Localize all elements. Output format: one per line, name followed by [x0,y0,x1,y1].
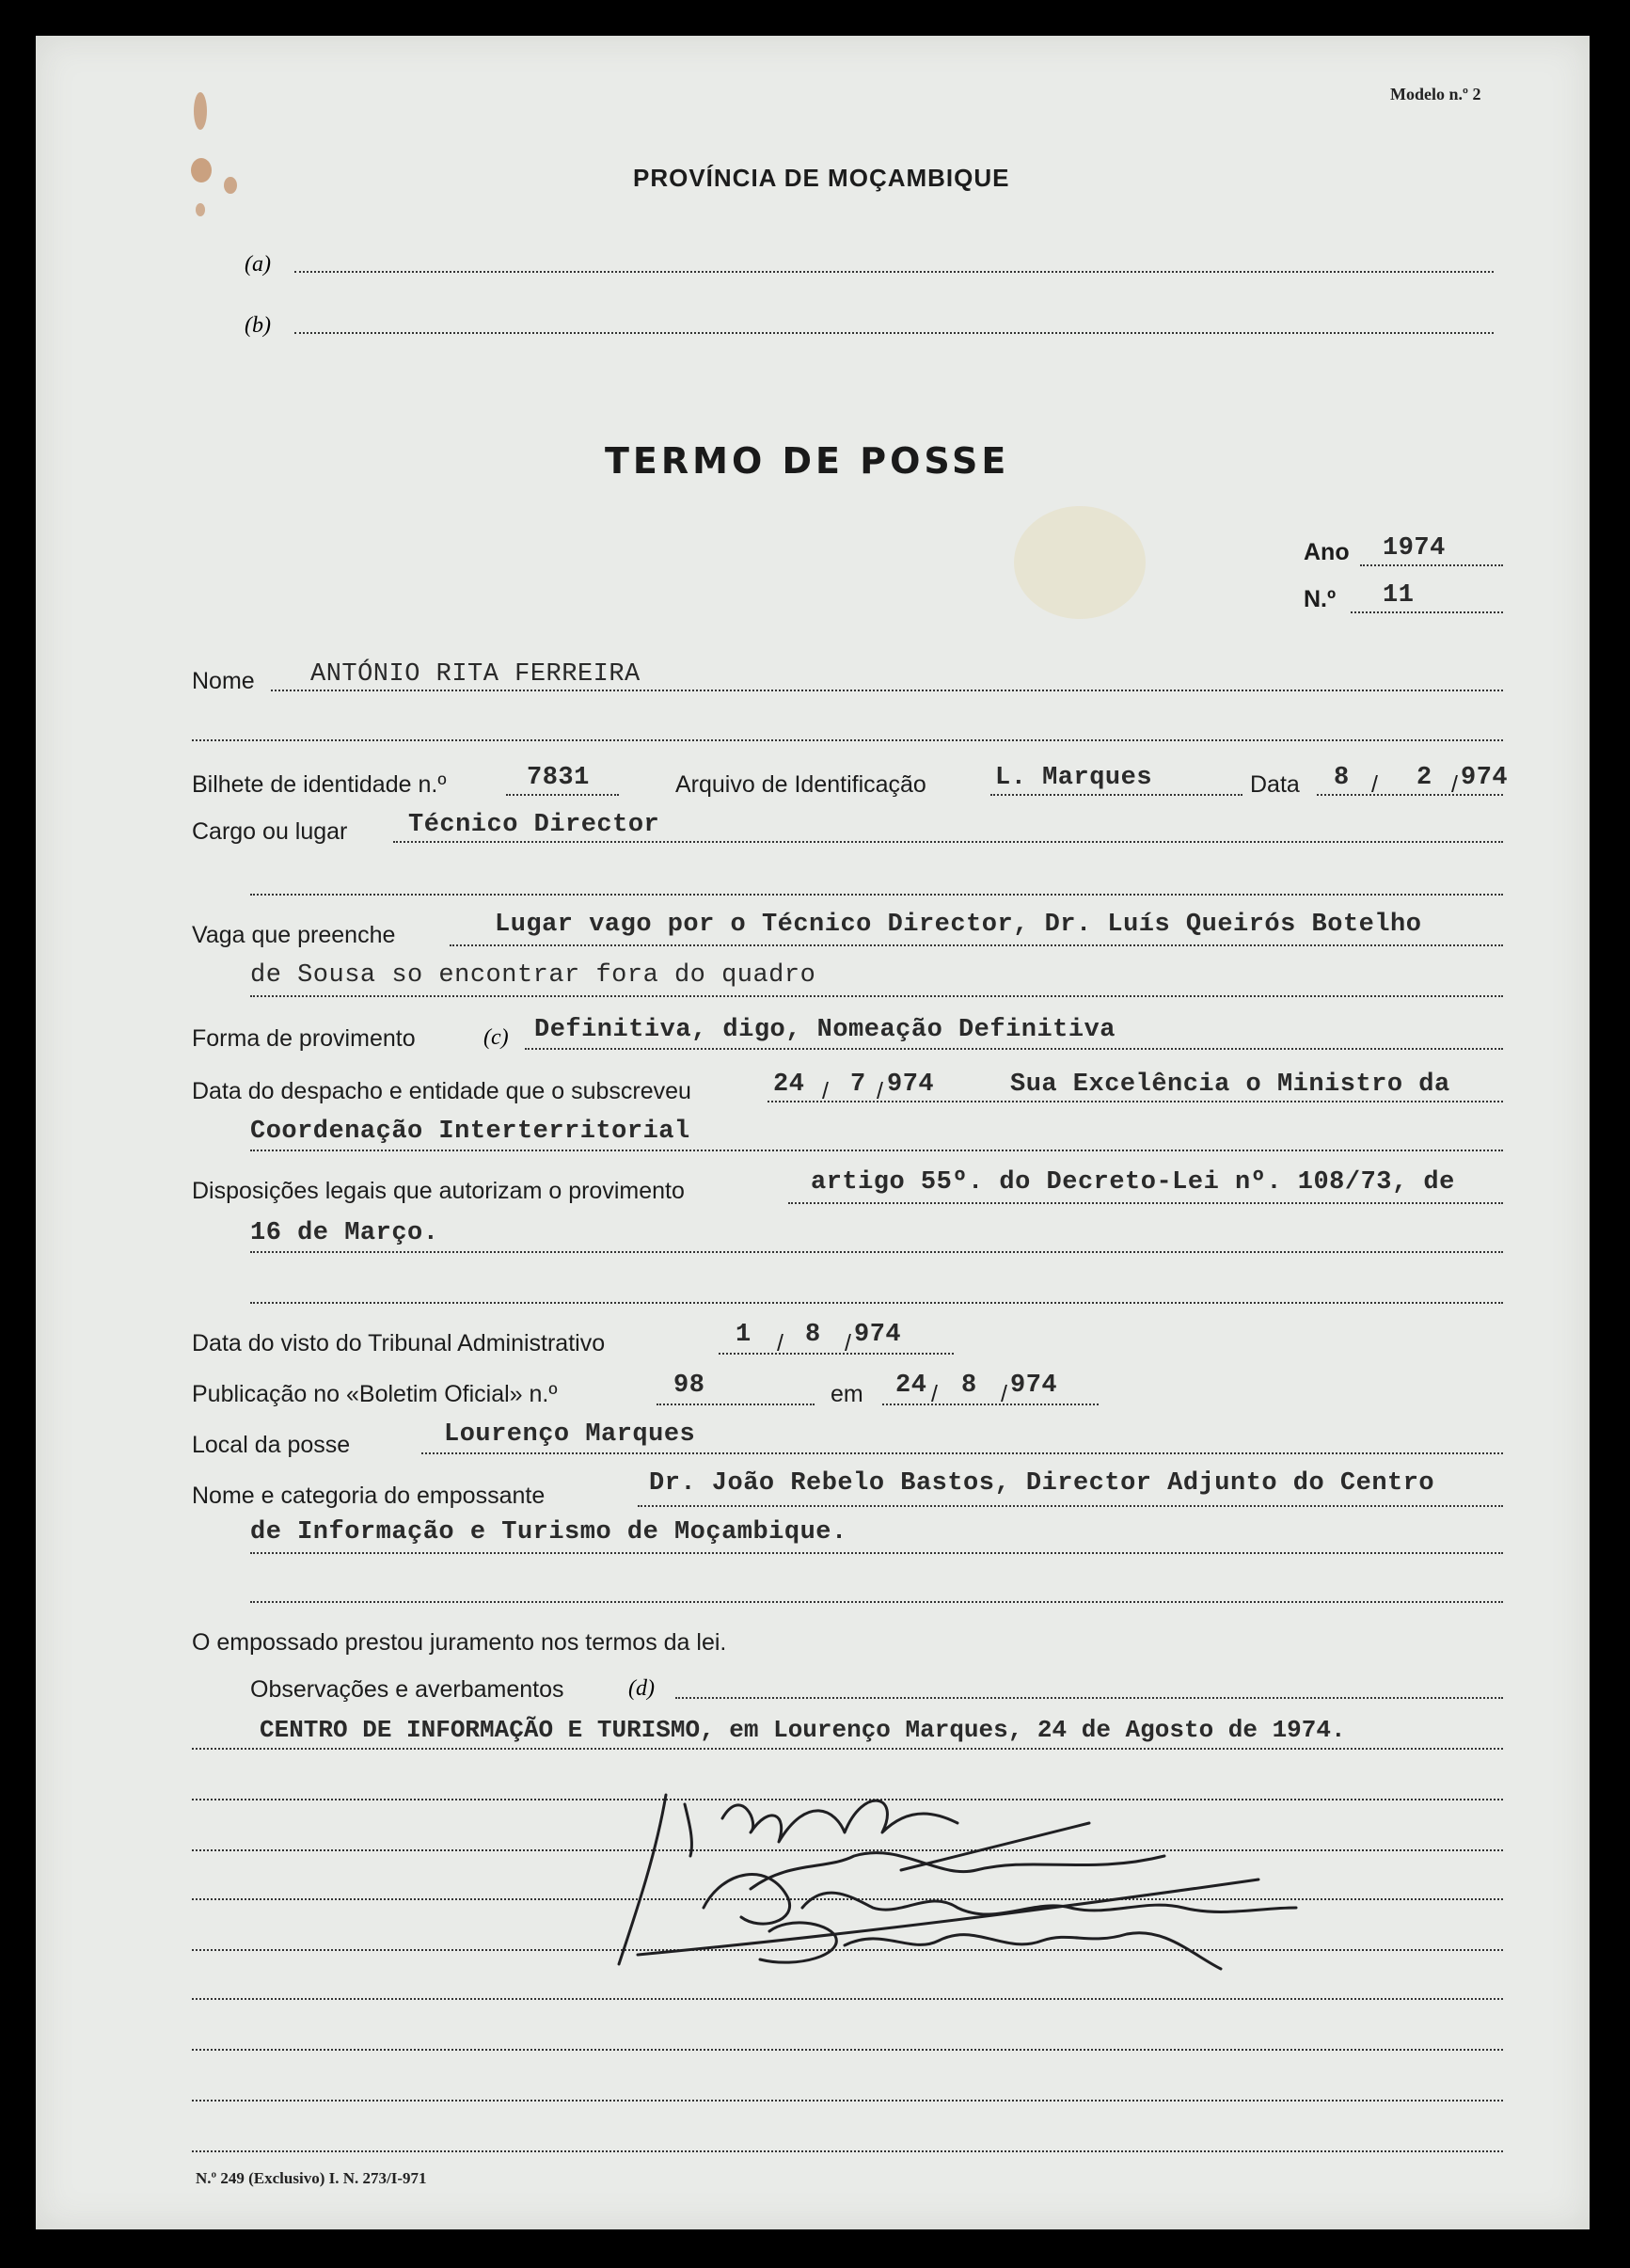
data-bi-year: 974 [1461,764,1509,792]
signature-stroke [722,1800,957,1842]
blank-line [192,2049,1503,2051]
publicacao-value: 98 [673,1372,705,1400]
cargo-dots [393,841,1503,843]
bilhete-value: 7831 [527,764,590,792]
slash: / [1451,771,1458,798]
visto-month: 8 [805,1321,821,1349]
signature-stroke [901,1823,1089,1870]
bilhete-dots [506,794,619,796]
rust-stain [224,177,237,194]
numero-dots [1351,611,1503,613]
despacho-month: 7 [850,1071,866,1099]
line-a-dots [294,271,1494,273]
paper-stain [1014,506,1146,619]
disposicoes-dots-3 [250,1302,1503,1304]
signature-stroke [845,1933,1221,1969]
line-a-label: (a) [245,252,271,277]
ano-value: 1974 [1383,534,1446,563]
line-b-dots [294,332,1494,334]
vaga-dots [450,944,1503,946]
local-dots [421,1452,1503,1454]
slash: / [822,1078,829,1104]
publicacao-day: 24 [895,1372,927,1400]
visto-day: 1 [736,1321,752,1349]
forma-dots [525,1048,1503,1050]
data-bi-label: Data [1250,771,1300,798]
publicacao-dots [657,1404,815,1405]
data-bi-month: 2 [1416,764,1432,792]
slash: / [877,1078,883,1104]
despacho-label: Data do despacho e entidade que o subscreveu [192,1078,691,1104]
blank-line [192,2100,1503,2101]
vaga-dots-2 [250,995,1503,997]
local-value: Lourenço Marques [444,1420,696,1449]
cargo-value: Técnico Director [408,811,660,839]
signature-stroke [619,1795,666,1964]
observacoes-line1: CENTRO DE INFORMAÇÃO E TURISMO, em Lourenço Marques, 24 de Agosto de 1974. [260,1716,1346,1744]
empossante-label: Nome e categoria do empossante [192,1483,546,1509]
despacho-line2: Coordenação Interterritorial [250,1118,690,1146]
slash: / [1001,1381,1007,1407]
nome-dots-2 [192,739,1503,741]
ano-dots [1360,564,1503,566]
slash: / [845,1330,851,1356]
line-b-label: (b) [245,313,271,338]
slash: / [777,1330,783,1356]
disposicoes-line2: 16 de Março. [250,1219,439,1247]
arquivo-value: L. Marques [995,764,1153,792]
publicacao-date-dots [882,1404,1099,1405]
observacoes-label: Observações e averbamentos [250,1676,564,1703]
numero-label: N.º [1304,586,1337,612]
signature-stroke [685,1804,691,1856]
cargo-dots-2 [250,894,1503,896]
empossante-line1: Dr. João Rebelo Bastos, Director Adjunto do Centro [649,1469,1435,1498]
arquivo-dots [990,794,1242,796]
empossante-dots-2 [250,1552,1503,1554]
signature-stroke [802,1893,1296,1914]
observacoes-ref: (d) [628,1676,655,1701]
empossante-dots-3 [250,1601,1503,1603]
nome-value: ANTÓNIO RITA FERREIRA [310,660,641,689]
disposicoes-dots-2 [250,1251,1503,1253]
forma-value: Definitiva, digo, Nomeação Definitiva [534,1016,1116,1044]
signature-stroke [638,1879,1258,1955]
juramento-text: O empossado prestou juramento nos termos da lei. [192,1629,727,1656]
despacho-year: 974 [887,1071,935,1099]
despacho-day: 24 [773,1071,805,1099]
arquivo-label: Arquivo de Identificação [675,771,926,798]
signature-stroke [704,1875,790,1925]
document-title: TERMO DE POSSE [605,440,1010,482]
vaga-label: Vaga que preenche [192,922,396,948]
despacho-dots [768,1101,1503,1102]
rust-stain [191,158,212,182]
visto-year: 974 [854,1321,902,1349]
vaga-line1: Lugar vago por o Técnico Director, Dr. Luís Queirós Botelho [495,911,1422,939]
modelo-label: Modelo n.º 2 [1390,85,1481,103]
cargo-label: Cargo ou lugar [192,818,348,845]
signature-stroke [751,1853,1164,1889]
observacoes-dots-2 [192,1748,1503,1750]
data-bi-dots [1317,794,1503,796]
disposicoes-dots [788,1202,1503,1204]
rust-stain [194,92,207,130]
local-label: Local da posse [192,1432,351,1458]
publicacao-em-label: em [831,1381,863,1407]
despacho-dots-2 [250,1150,1503,1151]
vaga-line2: de Sousa so encontrar fora do quadro [250,961,816,990]
publicacao-year: 974 [1010,1372,1058,1400]
forma-label: Forma de provimento [192,1025,416,1052]
rust-stain [196,203,205,216]
numero-value: 11 [1383,581,1415,610]
empossante-dots [638,1505,1503,1507]
empossante-line2: de Informação e Turismo de Moçambique. [250,1518,847,1546]
publicacao-month: 8 [961,1372,977,1400]
slash: / [1371,771,1378,798]
despacho-line1: Sua Excelência o Ministro da [1010,1071,1450,1099]
bilhete-label: Bilhete de identidade n.º [192,771,447,798]
nome-dots [271,690,1503,691]
disposicoes-label: Disposições legais que autorizam o provimento [192,1178,685,1204]
disposicoes-line1: artigo 55º. do Decreto-Lei nº. 108/73, de [811,1168,1455,1197]
blank-line [192,2150,1503,2152]
visto-dots [719,1353,954,1355]
data-bi-day: 8 [1334,764,1350,792]
ano-label: Ano [1304,539,1350,565]
publicacao-label: Publicação no «Boletim Oficial» n.º [192,1381,558,1407]
observacoes-dots [675,1697,1503,1699]
visto-label: Data do visto do Tribunal Administrativo [192,1330,606,1356]
forma-ref: (c) [483,1025,509,1050]
handwritten-signatures [600,1767,1334,2011]
document-page [36,36,1590,2229]
footer-imprint: N.º 249 (Exclusivo) I. N. 273/I-971 [196,2169,427,2187]
nome-label: Nome [192,668,255,694]
slash: / [931,1381,938,1407]
province-title: PROVÍNCIA DE MOÇAMBIQUE [633,164,1010,192]
